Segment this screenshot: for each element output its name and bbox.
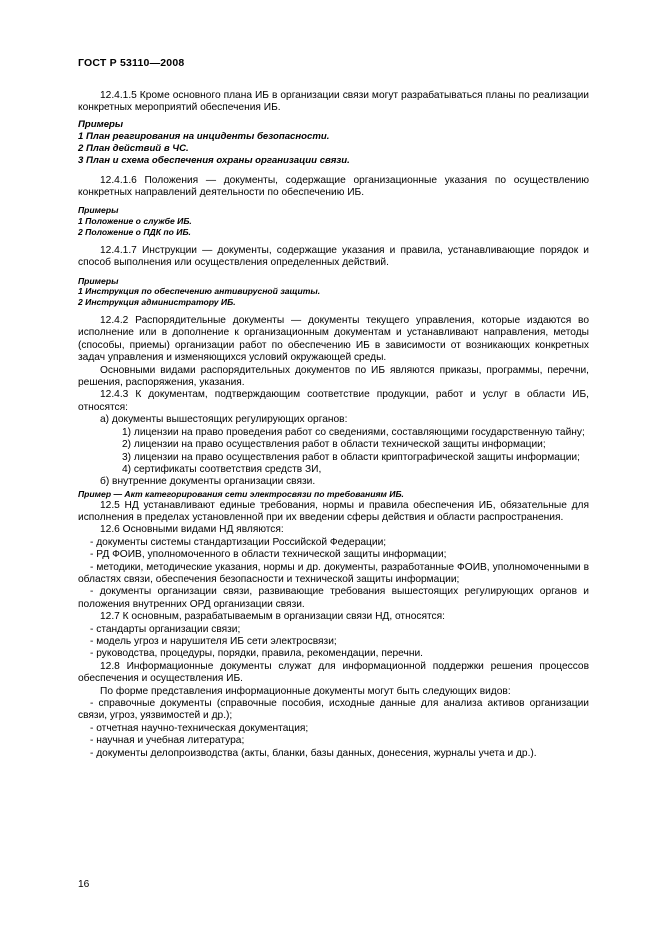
paragraph: 12.7 К основным, разрабатываемым в организации связи НД, относятся: xyxy=(100,611,445,623)
example-text: Примеры xyxy=(78,205,119,216)
paragraph: 1) лицензии на право проведения работ со сведениями, составляющими государственную тайну; xyxy=(122,426,585,438)
paragraph: 12.4.1.5 Кроме основного плана ИБ в организации связи могут разрабатываться планы по реализации конкретных мероприятий обеспечения ИБ. xyxy=(78,90,589,114)
paragraph: 2) лицензии на право осуществления работ в области технической защиты информации; xyxy=(122,439,546,451)
paragraph: 12.6 Основными видами НД являются: xyxy=(100,524,284,536)
paragraph: 12.4.2 Распорядительные документы — документы текущего управления, которые издаются во исполнение или в дополнение к организационным документам и устанавливают направления, методы (способы, приемы) организации работ по обеспечению ИБ в зависимости от возникающих конкретных задач управления и изменяющихся условий окружающей среды. xyxy=(78,315,589,364)
list-item: - стандарты организации связи; xyxy=(90,623,241,635)
example-text: 3 План и схема обеспечения охраны организации связи. xyxy=(78,155,350,167)
example-text: 1 План реагирования на инциденты безопасности. xyxy=(78,131,330,143)
example-text: Примеры xyxy=(78,118,124,130)
list-item: - методики, методические указания, нормы и др. документы, разработанные ФОИВ, уполномоченными в областях связи, обеспечения безопасности и технической защиты информации; xyxy=(78,561,589,585)
document-body xyxy=(78,90,589,760)
list-item: - руководства, процедуры, порядки, правила, рекомендации, перечни. xyxy=(90,648,423,660)
page-number: 16 xyxy=(78,879,90,890)
paragraph: а) документы вышестоящих регулирующих органов: xyxy=(100,414,348,426)
document-standard-code: ГОСТ Р 53110—2008 xyxy=(78,57,185,69)
paragraph: б) внутренние документы организации связи. xyxy=(100,476,316,488)
list-item: - модель угроз и нарушителя ИБ сети электросвязи; xyxy=(90,635,337,647)
paragraph: По форме представления информационные документы могут быть следующих видов: xyxy=(100,685,511,697)
paragraph: 4) сертификаты соответствия средств ЗИ, xyxy=(122,463,322,475)
list-item: - документы системы стандартизации Российской Федерации; xyxy=(90,536,387,548)
paragraph: Основными видами распорядительных документов по ИБ являются приказы, программы, перечни, решения, распоряжения, указания. xyxy=(78,364,589,389)
paragraph: 12.4.3 К документам, подтверждающим соответствие продукции, работ и услуг в области ИБ, относятся: xyxy=(78,389,589,413)
example-text: 1 Инструкция по обеспечению антивирусной защиты. xyxy=(78,286,321,297)
paragraph: 12.8 Информационные документы служат для информационной поддержки решения процессов обеспечения и осуществления ИБ. xyxy=(78,660,589,685)
example-text: 2 Инструкция администратору ИБ. xyxy=(78,297,236,308)
paragraph: 12.4.1.7 Инструкции — документы, содержащие указания и правила, устанавливающие порядок и способ выполнения или осуществления определенных действий. xyxy=(78,244,589,269)
list-item: - отчетная научно-техническая документация; xyxy=(90,722,309,734)
example-text: Пример — Акт категорирования сети электросвязи по требованиям ИБ. xyxy=(78,488,404,499)
list-item: - документы организации связи, развивающие требования вышестоящих регулирующих органов и положения внутренних ОРД организации связи. xyxy=(78,586,589,610)
list-item: - документы делопроизводства (акты, бланки, базы данных, донесения, журналы учета и др.). xyxy=(90,747,537,759)
paragraph: 12.4.1.6 Положения — документы, содержащие организационные указания по осуществлению конкретных направлений деятельности по обеспечению ИБ. xyxy=(78,174,589,199)
list-item: - справочные документы (справочные пособия, исходные данные для анализа активов организации связи, угроз, уязвимостей и др.); xyxy=(78,698,589,722)
list-item: - научная и учебная литература; xyxy=(90,735,245,747)
example-text: Примеры xyxy=(78,275,119,286)
example-text: 2 План действий в ЧС. xyxy=(78,143,189,155)
paragraph: 3) лицензии на право осуществления работ в области криптографической защиты информации; xyxy=(122,451,580,463)
paragraph: 12.5 НД устанавливают единые требования, нормы и правила обеспечения ИБ, обязательные для исполнения в пределах установленной при их введении сферы действия и области распространения. xyxy=(78,499,589,523)
list-item: - РД ФОИВ, уполномоченного в области технической защиты информации; xyxy=(90,549,447,561)
example-text: 2 Положение о ПДК по ИБ. xyxy=(78,227,191,238)
example-text: 1 Положение о службе ИБ. xyxy=(78,216,192,227)
